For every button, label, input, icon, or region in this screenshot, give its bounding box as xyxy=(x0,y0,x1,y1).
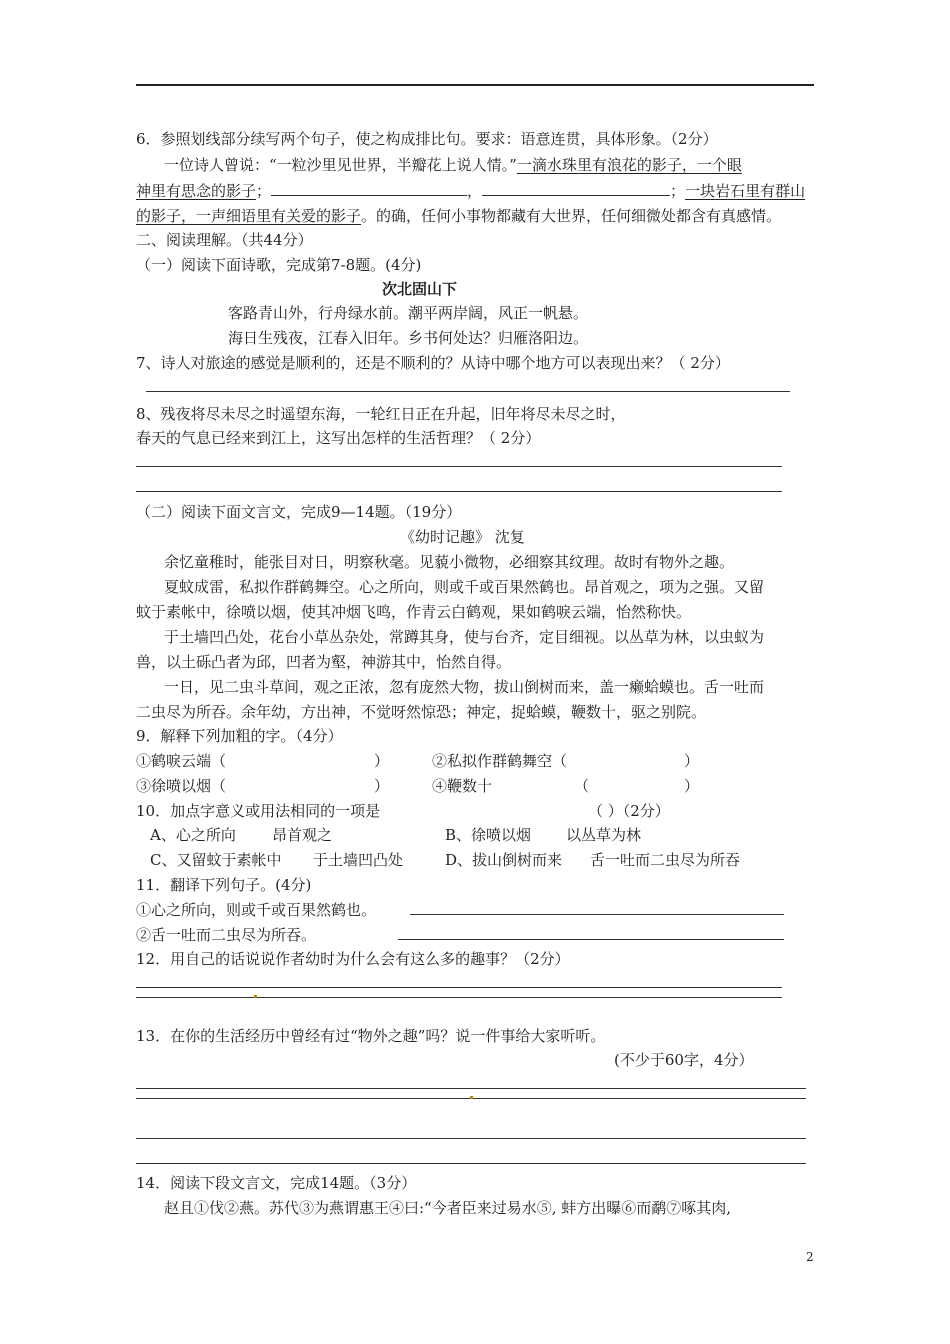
answer-line[interactable] xyxy=(136,1163,806,1164)
q14-prompt: 14．阅读下段文言文，完成14题。（3分） xyxy=(136,1174,417,1192)
answer-line[interactable] xyxy=(136,491,782,492)
q6-line1: 一位诗人曾说：“一粒沙里见世界，半瓣花上说人情。”一滴水珠里有浪花的影子，一个眼 xyxy=(164,156,742,174)
q13-note: (不少于60字，4分） xyxy=(614,1051,754,1069)
q10-prompt: 10．加点字意义或用法相同的一项是 xyxy=(136,802,381,820)
q6-line3: 的影子，一声细语里有关爱的影子。的确，任何小事物都藏有大世界，任何细微处都含有真感情。 xyxy=(136,207,782,225)
q10-option-c2: 于土墙凹凸处 xyxy=(313,851,404,869)
q9-item-2: ②私拟作群鹤舞空（ xyxy=(432,752,568,770)
q10-option-b1: B、徐喷以烟 xyxy=(445,826,532,844)
poem-line-1: 客路青山外，行舟绿水前。潮平两岸阔，风正一帆悬。 xyxy=(228,304,589,322)
q10-score: （ ）（2分） xyxy=(588,802,670,820)
answer-line[interactable] xyxy=(136,987,782,988)
q9-item-4-close: ） xyxy=(684,777,700,795)
header-rule xyxy=(136,84,814,86)
answer-line[interactable] xyxy=(410,914,784,915)
q12-prompt: 12．用自己的话说说作者幼时为什么会有这么多的趣事？（2分） xyxy=(136,950,570,968)
q9-item-3-close: ） xyxy=(374,777,390,795)
answer-line[interactable] xyxy=(146,391,790,392)
answer-blank[interactable] xyxy=(482,181,670,196)
q11-prompt: 11．翻译下列句子。(4分) xyxy=(136,876,312,894)
q14-text: 赵且①伐②燕。苏代③为燕谓惠王④曰:“今者臣来过易水⑤, 蚌方出曝⑥而鹬⑦啄其肉, xyxy=(164,1199,732,1217)
answer-line[interactable] xyxy=(136,1138,806,1139)
q9-item-1-close: ） xyxy=(374,752,390,770)
text-paragraph-1: 余忆童稚时，能张目对日，明察秋毫。见藐小微物，必细察其纹理。故时有物外之趣。 xyxy=(164,553,735,571)
section-two-heading: 二、阅读理解。（共44分） xyxy=(136,231,313,249)
q9-item-2-close: ） xyxy=(684,752,700,770)
poem-line-2: 海日生残夜，江春入旧年。乡书何处达？归雁洛阳边。 xyxy=(228,329,589,347)
q9-item-3: ③徐喷以烟（ xyxy=(136,777,227,795)
q10-option-d2: 舌一吐而二虫尽为所吞 xyxy=(590,851,741,869)
answer-line[interactable] xyxy=(136,466,782,467)
answer-line[interactable] xyxy=(398,939,784,940)
q9-prompt: 9．解释下列加粗的字。（4分） xyxy=(136,727,343,745)
q6-line2: 神里有思念的影子； ， ；一块岩石里有群山 xyxy=(136,182,806,200)
print-speck xyxy=(470,1096,473,1099)
q9-item-1: ①鹤唳云端（ xyxy=(136,752,227,770)
q10-option-a2: 昂首观之 xyxy=(272,826,333,844)
part1-heading: （一）阅读下面诗歌，完成第7-8题。(4分) xyxy=(136,256,422,274)
part2-heading: （二）阅读下面文言文，完成9—14题。（19分） xyxy=(136,503,462,521)
text-paragraph-2b: 蚊于素帐中，徐喷以烟，使其冲烟飞鸣，作青云白鹤观，果如鹤唳云端，怡然称快。 xyxy=(136,603,692,621)
q9-item-4: ④鞭数十 xyxy=(432,777,493,795)
poem-title: 次北固山下 xyxy=(382,280,458,298)
q10-option-b2: 以丛草为林 xyxy=(566,826,642,844)
answer-blank[interactable] xyxy=(271,181,467,196)
q8-line-2: 春天的气息已经来到江上，这写出怎样的生活哲理？（ 2分） xyxy=(136,429,541,447)
text-paragraph-2a: 夏蚊成雷，私拟作群鹤舞空。心之所向，则或千或百果然鹤也。昂首观之，项为之强。又留 xyxy=(164,578,765,596)
q6-prompt: 6．参照划线部分续写两个句子，使之构成排比句。要求：语意连贯，具体形象。（2分） xyxy=(136,130,718,148)
q10-option-d1: D、拔山倒树而来 xyxy=(445,851,563,869)
q7-prompt: 7、诗人对旅途的感觉是顺利的，还是不顺利的？从诗中哪个地方可以表现出来？（ 2分） xyxy=(136,354,730,372)
answer-line[interactable] xyxy=(136,1088,806,1089)
page-number: 2 xyxy=(806,1250,814,1264)
q11-sentence-1: ①心之所向，则或千或百果然鹤也。 xyxy=(136,901,377,919)
q8-line-1: 8、残夜将尽未尽之时遥望东海，一轮红日正在升起，旧年将尽未尽之时， xyxy=(136,405,626,423)
text-paragraph-4b: 二虫尽为所吞。余年幼，方出神，不觉呀然惊恐；神定，捉蛤蟆，鞭数十，驱之别院。 xyxy=(136,703,707,721)
text-paragraph-4a: 一日，见二虫斗草间，观之正浓，忽有庞然大物，拔山倒树而来，盖一癞蛤蟆也。舌一吐而 xyxy=(164,678,765,696)
q11-sentence-2: ②舌一吐而二虫尽为所吞。 xyxy=(136,926,317,944)
print-speck xyxy=(254,995,257,998)
text-paragraph-3b: 兽，以土砾凸者为邱，凹者为壑，神游其中，怡然自得。 xyxy=(136,653,512,671)
q9-item-4-open: （ xyxy=(574,777,590,795)
answer-line[interactable] xyxy=(136,997,782,998)
text-paragraph-3a: 于土墙凹凸处，花台小草丛杂处，常蹲其身，使与台齐，定目细视。以丛草为林，以虫蚁为 xyxy=(164,628,765,646)
q10-option-c1: C、又留蚊于素帐中 xyxy=(150,851,282,869)
q13-prompt: 13．在你的生活经历中曾经有过“物外之趣”吗？说一件事给大家听听。 xyxy=(136,1027,606,1045)
q10-option-a1: A、心之所向 xyxy=(150,826,236,844)
text-title: 《幼时记趣》 沈复 xyxy=(400,528,525,546)
